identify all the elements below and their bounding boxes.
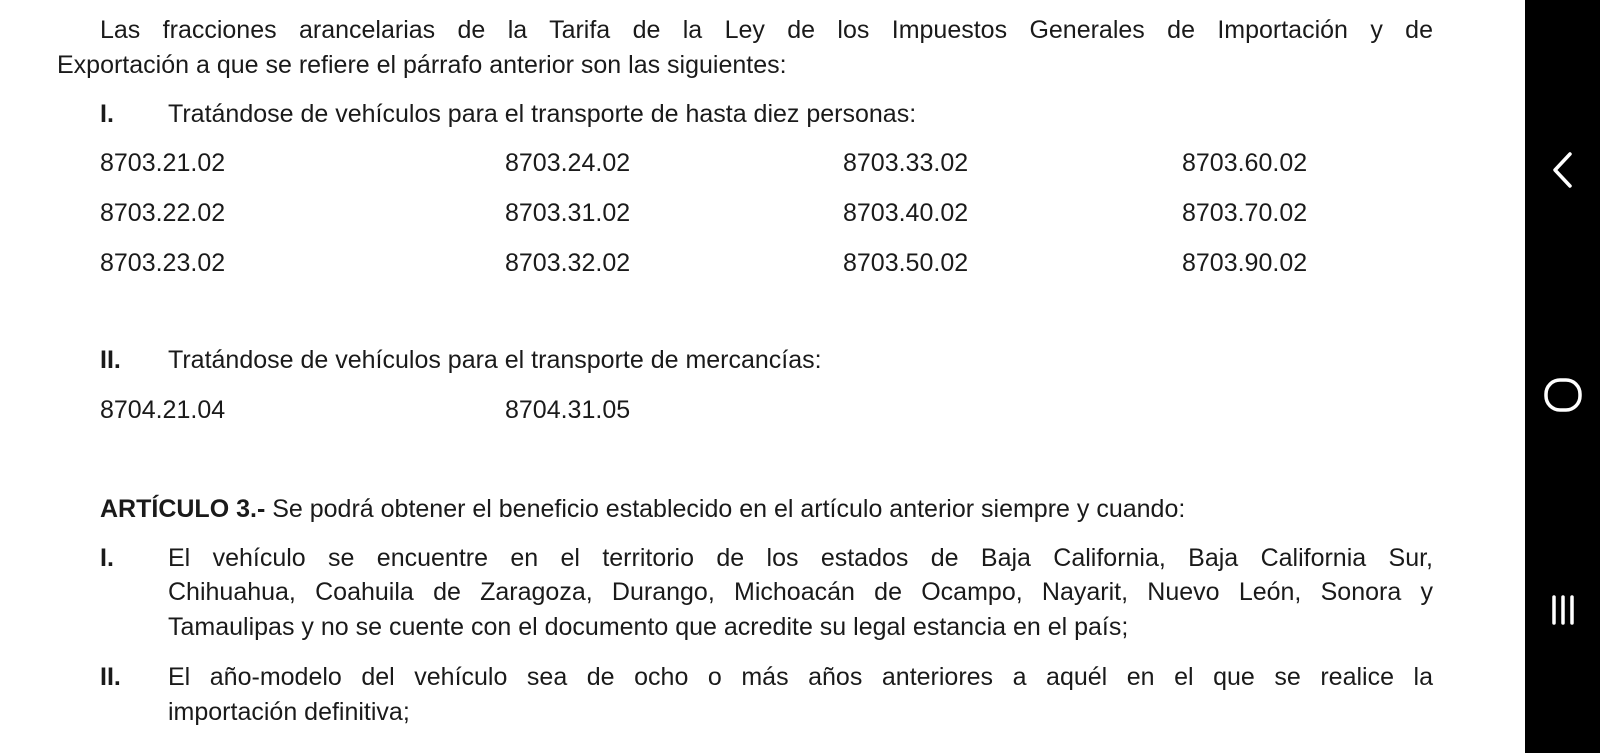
tariff-code: 8703.60.02 <box>1182 149 1308 177</box>
tariff-code: 8703.23.02 <box>100 249 226 277</box>
tariff-code: 8704.31.05 <box>505 396 631 424</box>
section-1-heading: Tratándose de vehículos para el transporte de hasta diez personas: <box>168 100 917 128</box>
article-3-item-2-numeral: II. <box>100 663 121 691</box>
tariff-code: 8703.70.02 <box>1182 199 1308 227</box>
article-3-heading-line <box>100 494 1185 524</box>
tariff-code: 8704.21.04 <box>100 396 226 424</box>
section-2-heading: Tratándose de vehículos para el transporte de mercancías: <box>168 346 822 374</box>
section-1-numeral: I. <box>100 100 114 128</box>
article-3-item-2-line-1: El año-modelo del vehículo sea de ocho o más años anteriores a aquél en el que se realice la <box>168 663 1433 691</box>
tariff-code: 8703.33.02 <box>843 149 969 177</box>
article-3-intro: Se podrá obtener el beneficio establecido en el artículo anterior siempre y cuando: <box>265 495 1186 523</box>
recents-bars-icon <box>1548 593 1578 627</box>
article-3-title: ARTÍCULO 3.- <box>100 495 266 523</box>
back-chevron-icon <box>1548 150 1578 190</box>
tariff-code: 8703.40.02 <box>843 199 969 227</box>
article-3-item-1-line-1: El vehículo se encuentre en el territorio de los estados de Baja California, Baja California Sur, <box>168 544 1433 572</box>
article-3-item-2-line-2: importación definitiva; <box>168 698 410 726</box>
tariff-code: 8703.50.02 <box>843 249 969 277</box>
recents-button[interactable] <box>1525 585 1600 635</box>
tariff-code: 8703.21.02 <box>100 149 226 177</box>
article-3-item-1-numeral: I. <box>100 544 114 572</box>
article-3-item-1-line-2: Chihuahua, Coahuila de Zaragoza, Durango, Michoacán de Ocampo, Nayarit, Nuevo León, Sonora y <box>168 578 1433 606</box>
home-circle-icon <box>1541 373 1585 417</box>
intro-paragraph-line-1: Las fracciones arancelarias de la Tarifa de la Ley de los Impuestos Generales de Importación y de <box>100 16 1433 44</box>
navigation-bar <box>1525 0 1600 753</box>
tariff-code: 8703.24.02 <box>505 149 631 177</box>
tariff-code: 8703.22.02 <box>100 199 226 227</box>
tariff-code: 8703.31.02 <box>505 199 631 227</box>
back-button[interactable] <box>1525 145 1600 195</box>
article-3-item-1-line-3: Tamaulipas y no se cuente con el documento que acredite su legal estancia en el país; <box>168 613 1129 641</box>
section-2-numeral: II. <box>100 346 121 374</box>
tariff-code: 8703.32.02 <box>505 249 631 277</box>
tariff-code: 8703.90.02 <box>1182 249 1308 277</box>
intro-paragraph-line-2: Exportación a que se refiere el párrafo anterior son las siguientes: <box>57 51 787 79</box>
home-button[interactable] <box>1525 370 1600 420</box>
